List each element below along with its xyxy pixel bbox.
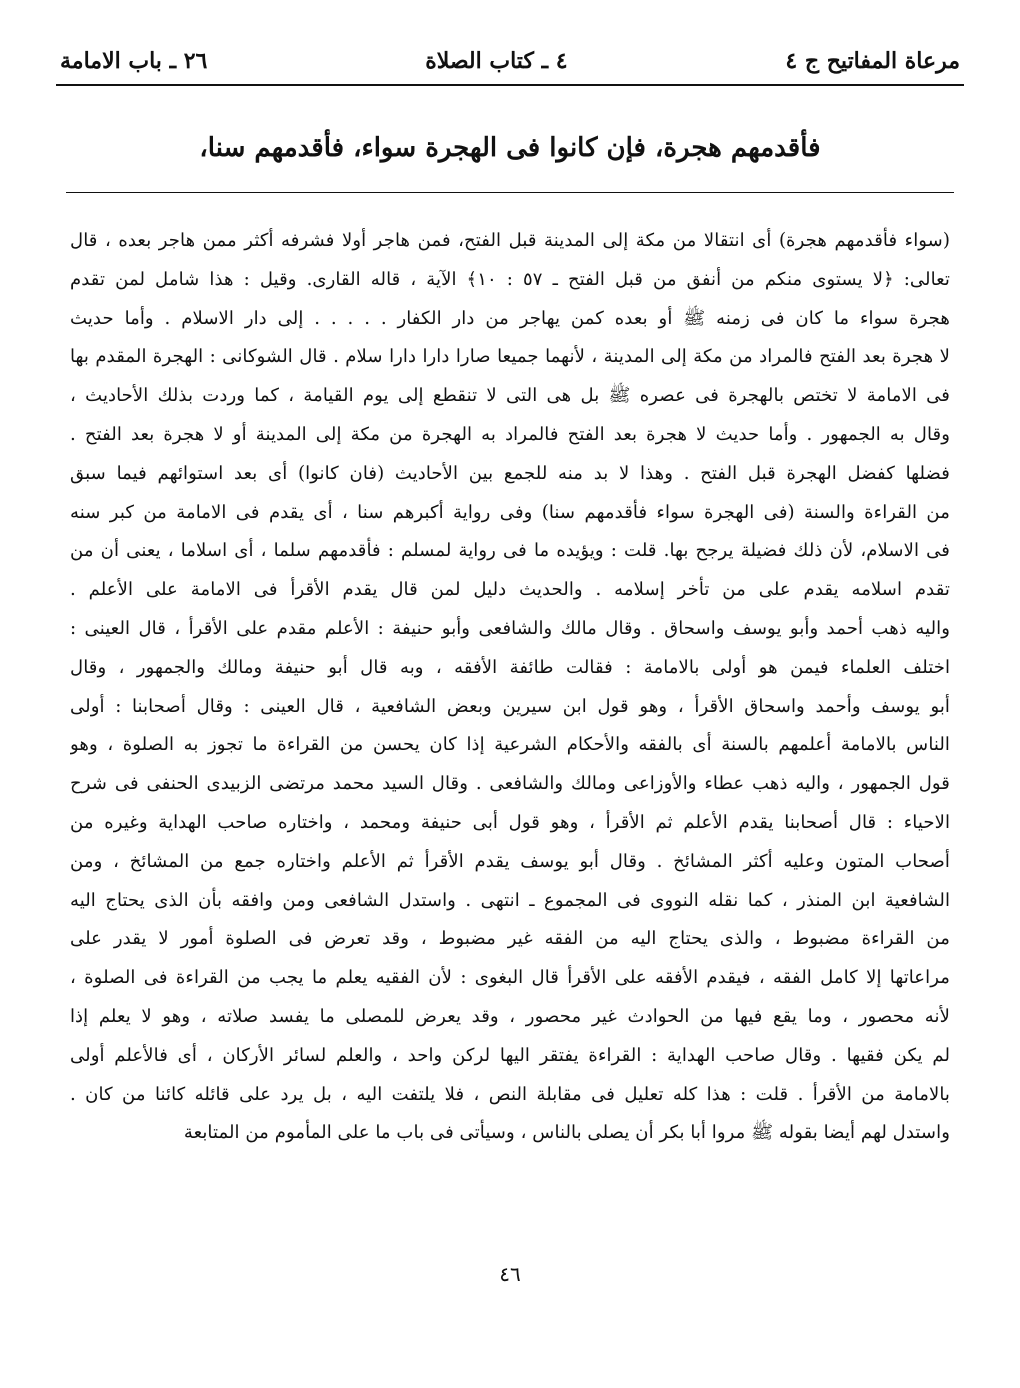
commentary-line: أصحاب المتون وعليه أكثر المشائخ . وقال أبو يوسف يقدم الأقرأ ثم الأعلم واختاره جمع من المشائخ ، ومن [70,850,950,872]
commentary-line: فضلها كفضل الهجرة قبل الفتح . وهذا لا بد منه للجمع بين الأحاديث (فان كانوا) أى بعد استوائهم فيما سبق [70,462,950,484]
header-divider [56,84,964,86]
commentary-line: مراعاتها إلا كامل الفقه ، فيقدم الأفقه على الأقرأ قال البغوى : لأن الفقيه يعلم ما يجب من القراءة فى الصلوة ، [70,967,950,989]
commentary-line: قول الجمهور ، واليه ذهب عطاء والأوزاعى ومالك والشافعى . وقال السيد محمد مرتضى الزبيدى الحنفى فى شرح [70,773,950,795]
commentary-line: بالامامة من الأقرأ . قلت : هذا كله تعليل فى مقابلة النص ، فلا يلتفت اليه ، بل يرد على قائله كائنا من كان . [70,1083,950,1105]
chapter-title: ٢٦ ـ باب الامامة [60,48,208,74]
commentary-body [70,222,950,1153]
commentary-line: تقدم اسلامه يقدم على من تأخر إسلامه . والحديث دليل لمن قال يقدم الأقرأ فى الامامة على الأعلم . [70,579,950,601]
book-title: مرعاة المفاتيح ج ٤ [785,48,960,74]
book-section: ٤ ـ كتاب الصلاة [425,48,568,74]
commentary-line: أبو يوسف وأحمد واسحاق الأقرأ ، وهو قول ابن سيرين وبعض الشافعية ، قال العينى : وقال أصحابنا : أولى [70,695,950,717]
hadith-text: فأقدمهم هجرة، فإن كانوا فى الهجرة سواء، فأقدمهم سنا، [199,133,821,163]
commentary-line: واستدل لهم أيضا بقوله ﷺ مروا أبا بكر أن يصلى بالناس ، وسيأتى فى باب ما على المأموم من المتابعة [183,1122,950,1144]
page-number: ٤٦ [499,1262,521,1286]
commentary-line: تعالى: ﴿لا يستوى منكم من أنفق من قبل الفتح ـ ٥٧ : ١٠﴾ الآية ، قاله القارى. وقيل : هذا شامل لمن تقدم [70,268,950,290]
commentary-line: لأنه محصور ، وما يقع فيها من الحوادث غير محصور ، وقد يعرض للمصلى ما يفسد صلاته ، وهو لا يعلم إذا [70,1005,950,1027]
commentary-line: من القراءة والسنة (فى الهجرة سواء فأقدمهم سنا) وفى رواية أكبرهم سنا ، أى يقدم فى الامامة من كبر سنه [70,501,950,523]
commentary-line: الاحياء : قال أصحابنا يقدم الأعلم ثم الأقرأ ، وهو قول أبى حنيفة ومحمد ، واختاره صاحب الهداية وغيره من [70,811,950,833]
running-header [60,44,960,78]
commentary-line: لا هجرة بعد الفتح فالمراد من مكة إلى المدينة ، لأنهما جميعا صارا دارا دارا سلام . قال الشوكانى : الهجرة المقدم بها [70,346,950,368]
commentary-line: واليه ذهب أحمد وأبو يوسف واسحاق . وقال مالك والشافعى وأبو حنيفة : الأعلم مقدم على الأقرأ ، قال العينى : [70,617,950,639]
commentary-line: الشافعية ابن المنذر ، كما نقله النووى فى المجموع ـ انتهى . واستدل الشافعى ومن وافقه بأن الذى يحتاج اليه [70,889,950,911]
commentary-line: اختلف العلماء فيمن هو أولى بالامامة : فقالت طائفة الأفقه ، وبه قال أبو حنيفة ومالك والجمهور ، وقال [70,656,950,678]
commentary-line: فى الامامة لا تختص بالهجرة فى عصره ﷺ بل هى التى لا تنقطع إلى يوم القيامة ، كما وردت بذلك الأحاديث ، [70,385,950,407]
section-divider [66,192,954,193]
commentary-line: (سواء فأقدمهم هجرة) أى انتقالا من مكة إلى المدينة قبل الفتح، فمن هاجر أولا فشرفه أكثر ممن هاجر بعده ، قال [70,230,950,251]
commentary-line: لم يكن فقيها . وقال صاحب الهداية : القراءة يفتقر اليها لركن واحد ، والعلم لسائر الأركان ، أى فالأعلم أولى [70,1044,950,1066]
commentary-line: هجرة سواء ما كان فى زمنه ﷺ أو بعده كمن يهاجر من دار الكفار . . . . . إلى دار الاسلام . وأما حديث [70,307,950,329]
commentary-line: فى الاسلام، لأن ذلك فضيلة يرجح بها. قلت : ويؤيده ما فى رواية لمسلم : فأقدمهم سلما ، أى اسلاما ، يعنى أن من [70,540,950,562]
commentary-line: وقال به الجمهور . وأما حديث لا هجرة بعد الفتح فالمراد به الهجرة من مكة إلى المدينة أو لا هجرة بعد الفتح . [70,423,950,445]
commentary-line: من القراءة مضبوط ، والذى يحتاج اليه من الفقه غير مضبوط ، وقد تعرض فى الصلوة أمور لا يقدر على [70,928,950,950]
commentary-line: الناس بالامامة أعلمهم بالسنة أى بالفقه والأحكام الشرعية إذا كان يحسن من القراءة ما تجوز به الصلوة ، وهو [70,734,950,756]
